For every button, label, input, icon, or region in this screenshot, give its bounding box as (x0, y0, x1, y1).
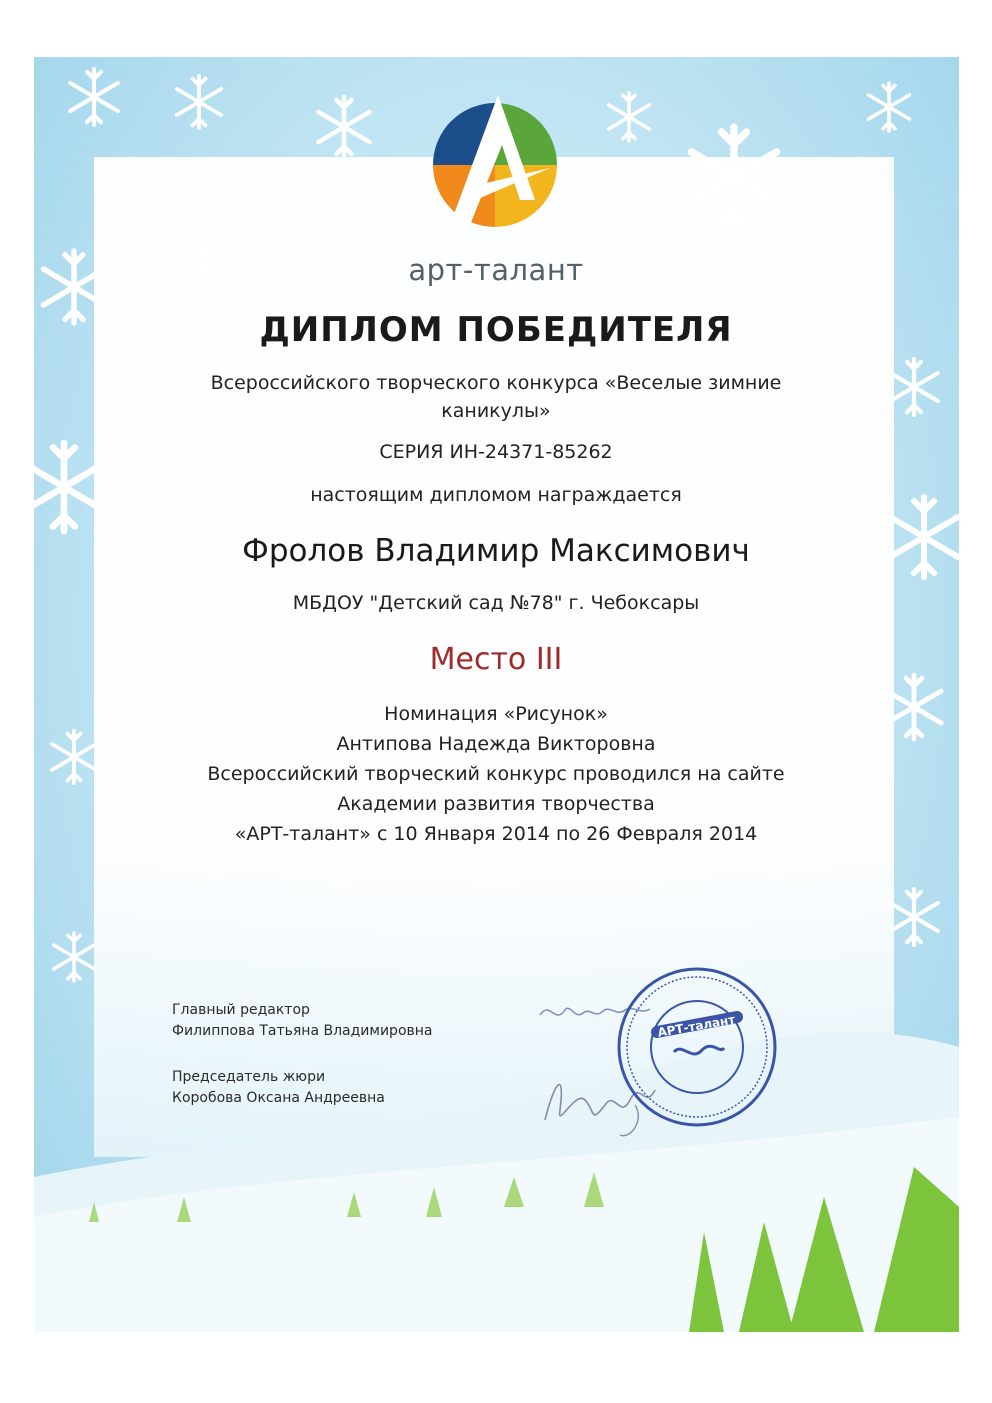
jury-name: Коробова Оксана Андреевна (172, 1090, 385, 1106)
organization: МБДОУ "Детский сад №78" г. Чебоксары (292, 592, 700, 614)
nomination: Номинация «Рисунок» (384, 703, 608, 725)
art-talant-logo (410, 90, 580, 240)
subtitle-line-2: каникулы» (441, 400, 551, 422)
subtitle-line-1: Всероссийского творческого конкурса «Веселые зимние (210, 372, 782, 394)
contest-subtitle (150, 369, 842, 425)
diploma-title: ДИПЛОМ ПОБЕДИТЕЛЯ (259, 310, 733, 350)
jury-signature-block (172, 1067, 385, 1109)
stamp-text: АРТ-талант (656, 1012, 737, 1040)
winter-landscape (34, 57, 959, 1332)
editor-signature-block (172, 1000, 433, 1042)
info-line-3: «АРТ-талант» с 10 Января 2014 по 26 Февраля 2014 (234, 823, 758, 845)
editor-name: Филиппова Татьяна Владимировна (172, 1023, 433, 1039)
info-line-2: Академии развития творчества (337, 793, 655, 815)
awarded-text: настоящим дипломом награждается (310, 484, 682, 506)
place-award: Место III (429, 642, 563, 677)
editor-role: Главный редактор (172, 1002, 310, 1018)
brand-name: арт-талант (408, 253, 584, 287)
official-stamp (612, 962, 782, 1132)
jury-role: Председатель жюри (172, 1069, 326, 1085)
recipient-name: Фролов Владимир Максимович (242, 533, 750, 569)
diploma-frame (34, 57, 959, 1332)
nomination-block (150, 699, 842, 849)
series-number: СЕРИЯ ИН-24371-85262 (379, 441, 613, 463)
info-line-1: Всероссийский творческий конкурс проводился на сайте (207, 763, 785, 785)
supervisor-name: Антипова Надежда Викторовна (336, 733, 656, 755)
